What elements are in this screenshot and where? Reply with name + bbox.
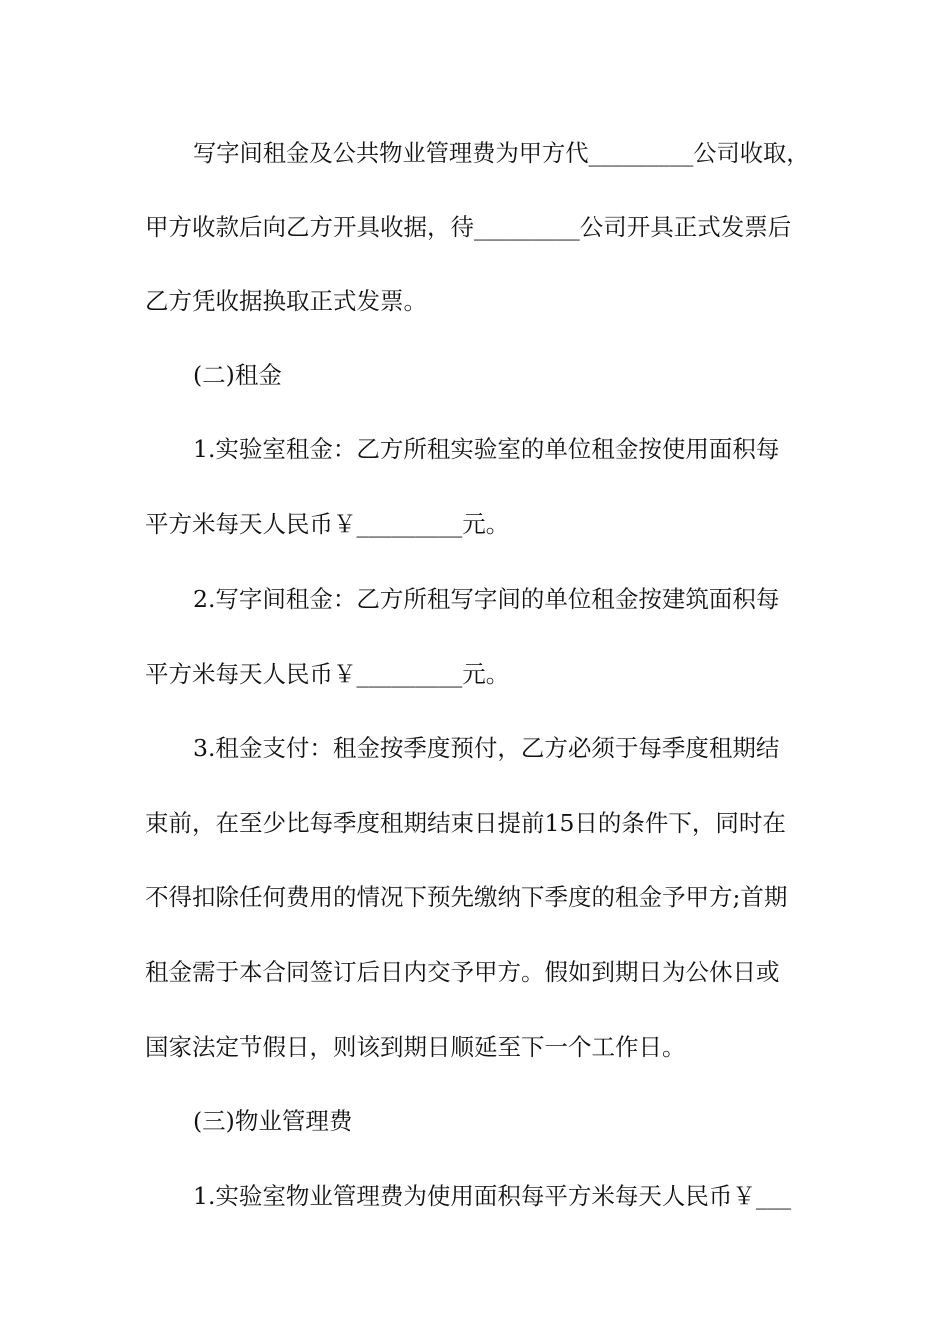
paragraph-line: 1.实验室租金：乙方所租实验室的单位租金按使用面积每 [193, 435, 780, 463]
paragraph-line: 乙方凭收据换取正式发票。 [145, 287, 427, 315]
section-heading: (二)租金 [193, 361, 282, 389]
paragraph-line: 甲方收款后向乙方开具收据，待_________公司开具正式发票后 [145, 213, 792, 241]
paragraph-line: 1.实验室物业管理费为使用面积每平方米每天人民币￥___ [193, 1182, 792, 1210]
paragraph-line: 束前，在至少比每季度租期结束日提前15日的条件下，同时在 [145, 809, 786, 837]
paragraph-line: 3.租金支付：租金按季度预付，乙方必须于每季度租期结 [193, 734, 780, 762]
paragraph-line: 平方米每天人民币￥_________元。 [145, 510, 510, 538]
section-heading: (三)物业管理费 [193, 1107, 353, 1135]
paragraph-line: 写字间租金及公共物业管理费为甲方代_________公司收取， [193, 140, 810, 167]
paragraph-line: 不得扣除任何费用的情况下预先缴纳下季度的租金予甲方;首期 [145, 883, 788, 911]
paragraph-line: 租金需于本合同签订后日内交予甲方。假如到期日为公休日或 [145, 958, 780, 986]
paragraph-line: 国家法定节假日，则该到期日顺延至下一个工作日。 [145, 1033, 686, 1061]
paragraph-line: 平方米每天人民币￥_________元。 [145, 660, 510, 688]
paragraph-line: 2.写字间租金：乙方所租写字间的单位租金按建筑面积每 [193, 585, 780, 613]
